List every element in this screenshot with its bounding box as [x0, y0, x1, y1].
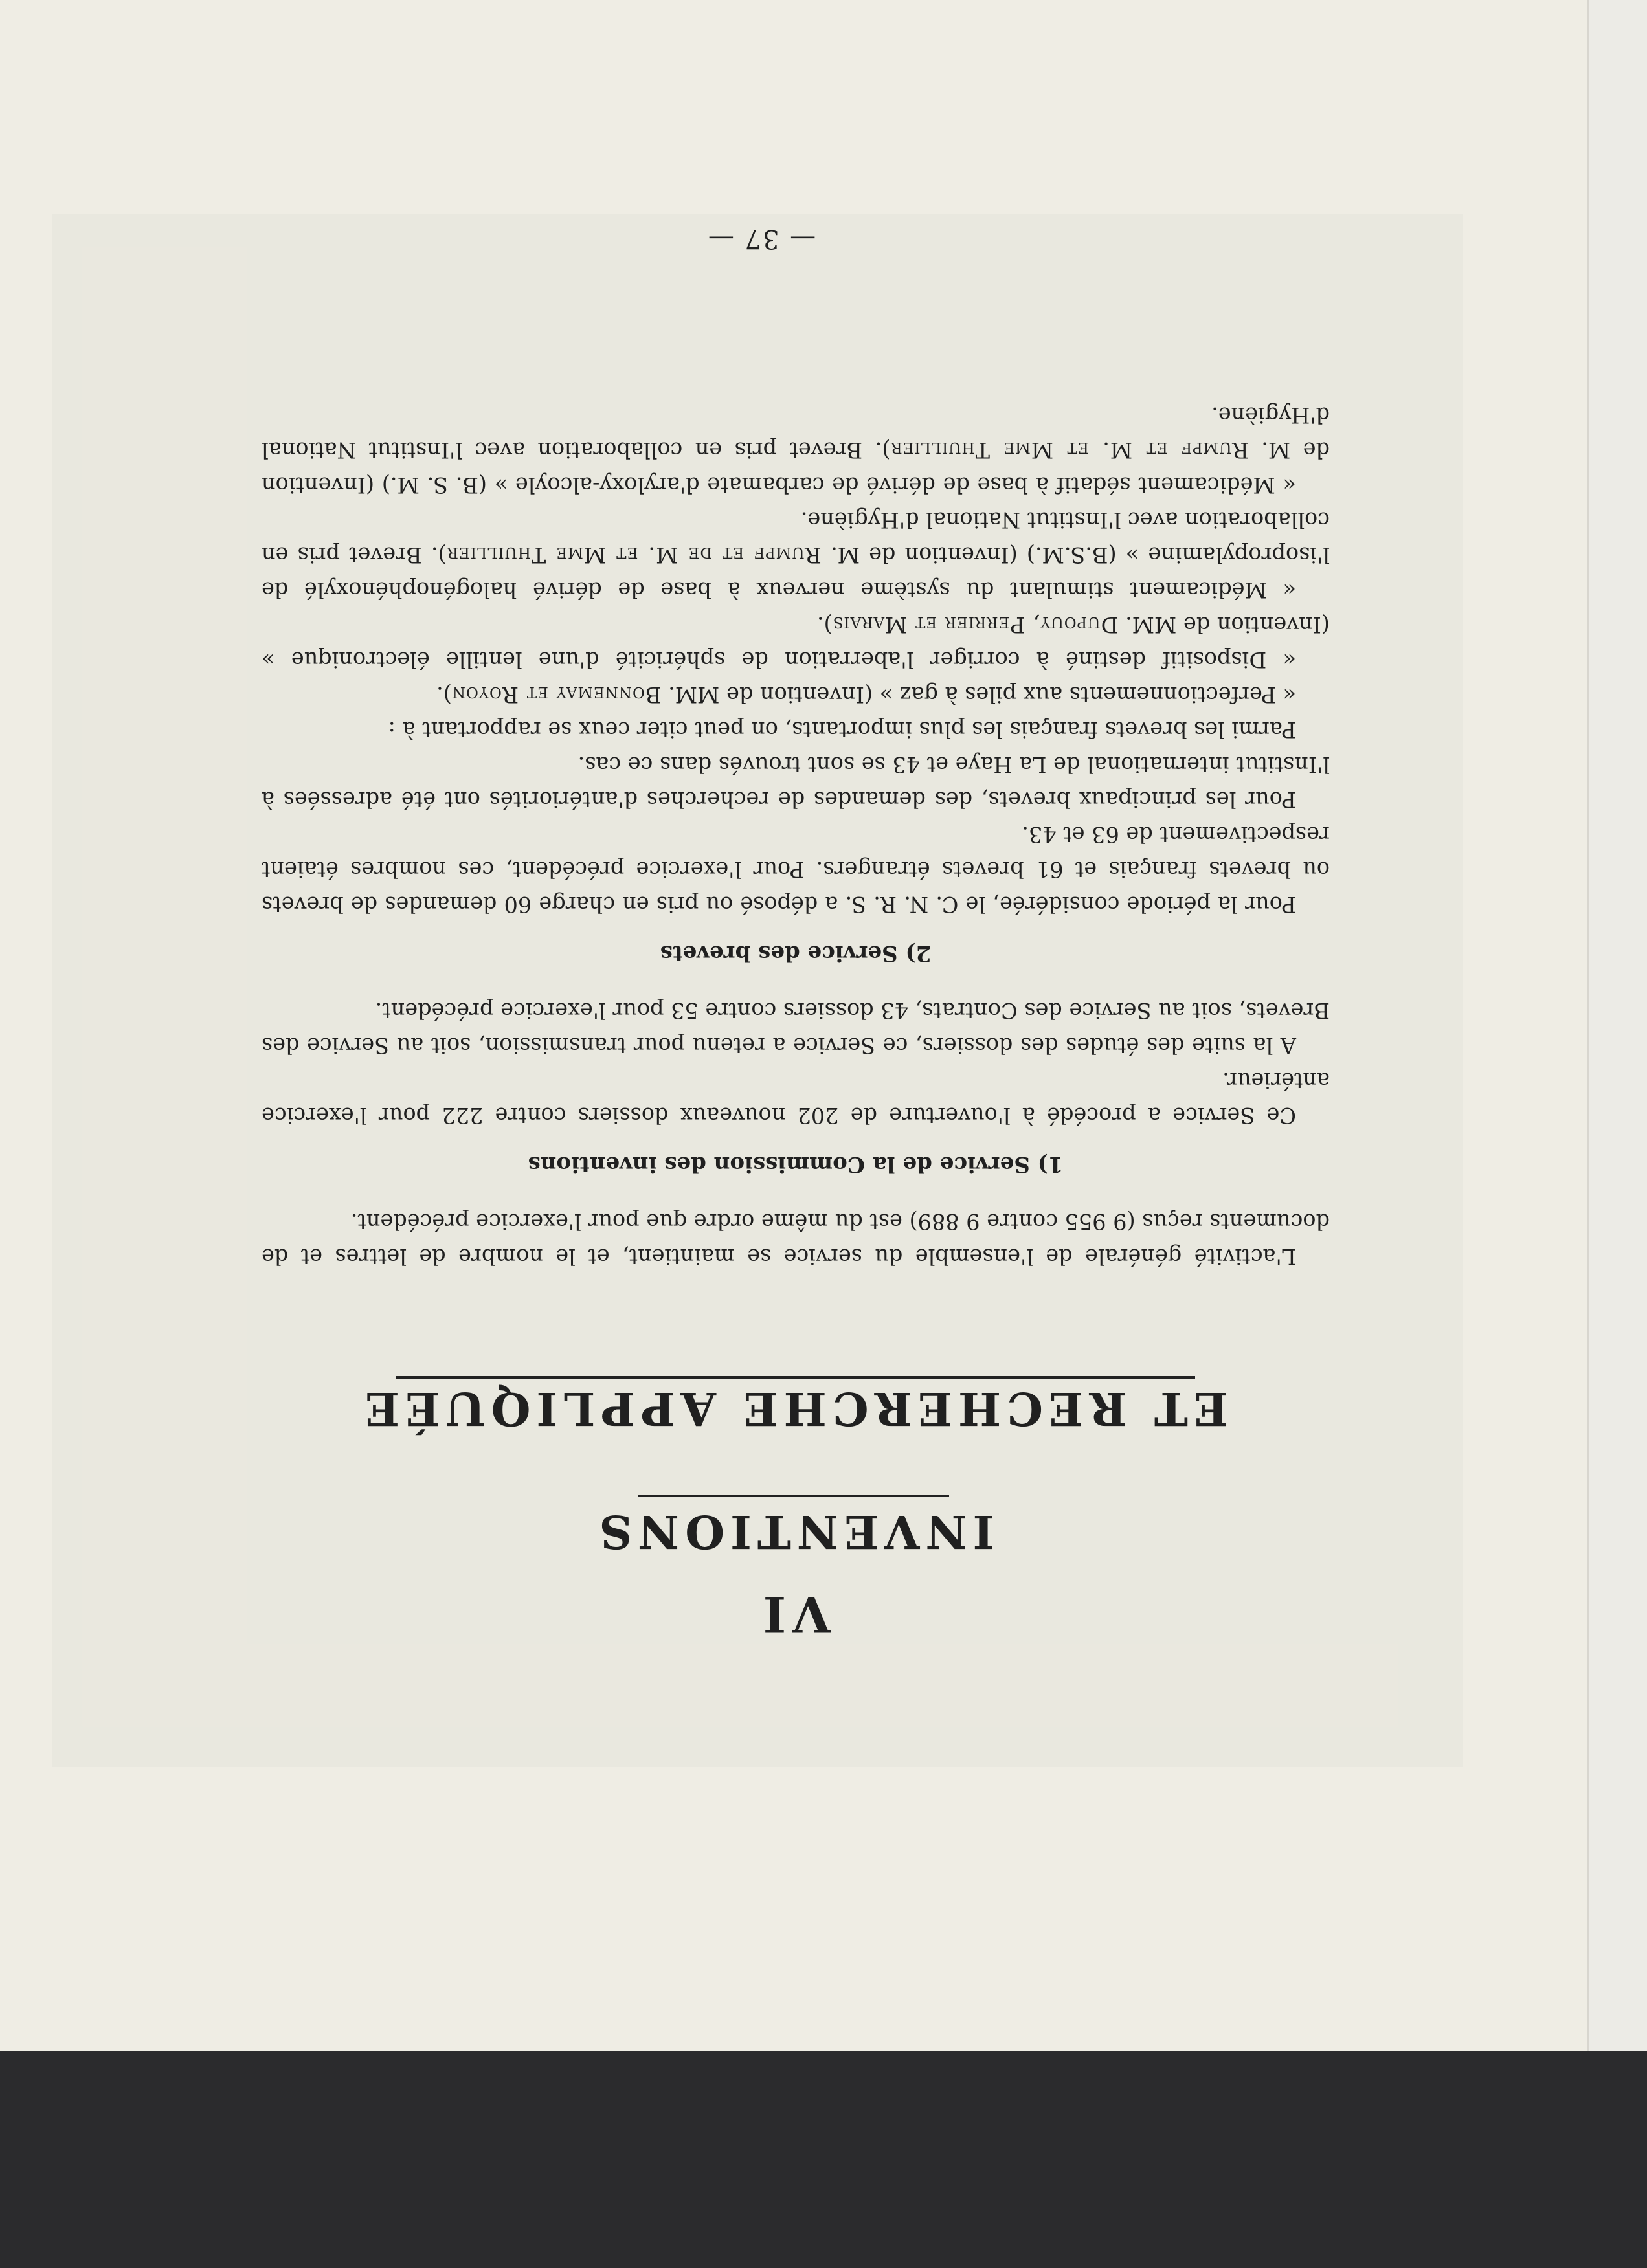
inventor-names: Rumpf et de M. et Mme Thuillier	[446, 542, 822, 568]
intro-paragraph: L'activité générale de l'ensemble du service se maintient, et le nombre de lettres et de documents reçus (9 955 contre 9 889) est du même ordre que pour l'exercice précédent.	[262, 1209, 1330, 1269]
chapter-number: VI	[756, 1585, 831, 1643]
inventor-names: Rumpf et M. et Mme Thuillier	[890, 438, 1249, 463]
inventor-names: Bonnemay et Royon	[451, 682, 662, 707]
section-1-heading: 1) Service de la Commission des inventions	[528, 1151, 1064, 1177]
title-rule-short	[638, 1495, 949, 1497]
patent-item: « Dispositif destiné à corriger l'aberration de sphéricité d'une lentille électronique » (Invention de MM. Dupouy, Perrier et Marais).	[262, 612, 1330, 673]
section-2-heading: 2) Service des brevets	[660, 940, 932, 966]
patent-item: « Médicament sédatif à base de dérivé de carbamate d'aryloxy-alcoyle » (B. S. M.) (Invention de M. Rumpf et M. et Mme Thuillier). Brevet pris en collaboration avec l'Institut National d'Hygiène.	[262, 403, 1330, 498]
section-2-paragraph-3: Parmi les brevets français les plus importants, on peut citer ceux se rapportant à :	[388, 717, 1296, 742]
section-1-paragraph-1: Ce Service a procédé à l'ouverture de 202 nouveaux dossiers contre 222 pour l'exercice antérieur.	[262, 1068, 1330, 1128]
title-line-1: INVENTIONS	[593, 1505, 994, 1559]
scanner-background	[0, 2051, 1647, 2268]
inventor-names: Dupouy, Perrier et Marais	[832, 612, 1119, 638]
patent-item: « Perfectionnements aux piles à gaz » (Invention de MM. Bonnemay et Royon).	[436, 682, 1296, 707]
title-rule-long	[396, 1376, 1195, 1379]
patent-item: « Médicament stimulant du système nerveux à base de dérivé halogénophénoxylé de l'isopropylamine » (B.S.M.) (Invention de M. Rumpf et de M. et Mme Thuillier). Brevet pris en collaboration avec l'Institut National d'Hygiène.	[262, 507, 1330, 603]
page-number: — 37 —	[706, 224, 816, 254]
section-1-paragraph-2: A la suite des études des dossiers, ce Service a retenu pour transmission, soit au Service des Brevets, soit au Service des Contrats, 43 dossiers contre 53 pour l'exercice précédent.	[262, 998, 1330, 1058]
scanner-edge-strip	[1587, 0, 1647, 2051]
section-2-paragraph-1: Pour la période considérée, le C. N. R. S. a déposé ou pris en charge 60 demandes de brevets ou brevets français et 61 brevets étrangers. Pour l'exercice précédent, ces nombres étaient respectivement de 63 et 43.	[262, 822, 1330, 917]
section-2-paragraph-2: Pour les principaux brevets, des demandes de recherches d'antériorités ont été adressées à l'Institut international de La Haye et 43 se sont trouvés dans ce cas.	[262, 752, 1330, 812]
title-line-2: ET RECHERCHE APPLIQUÉE	[359, 1382, 1229, 1436]
body-text	[262, 397, 1330, 1274]
